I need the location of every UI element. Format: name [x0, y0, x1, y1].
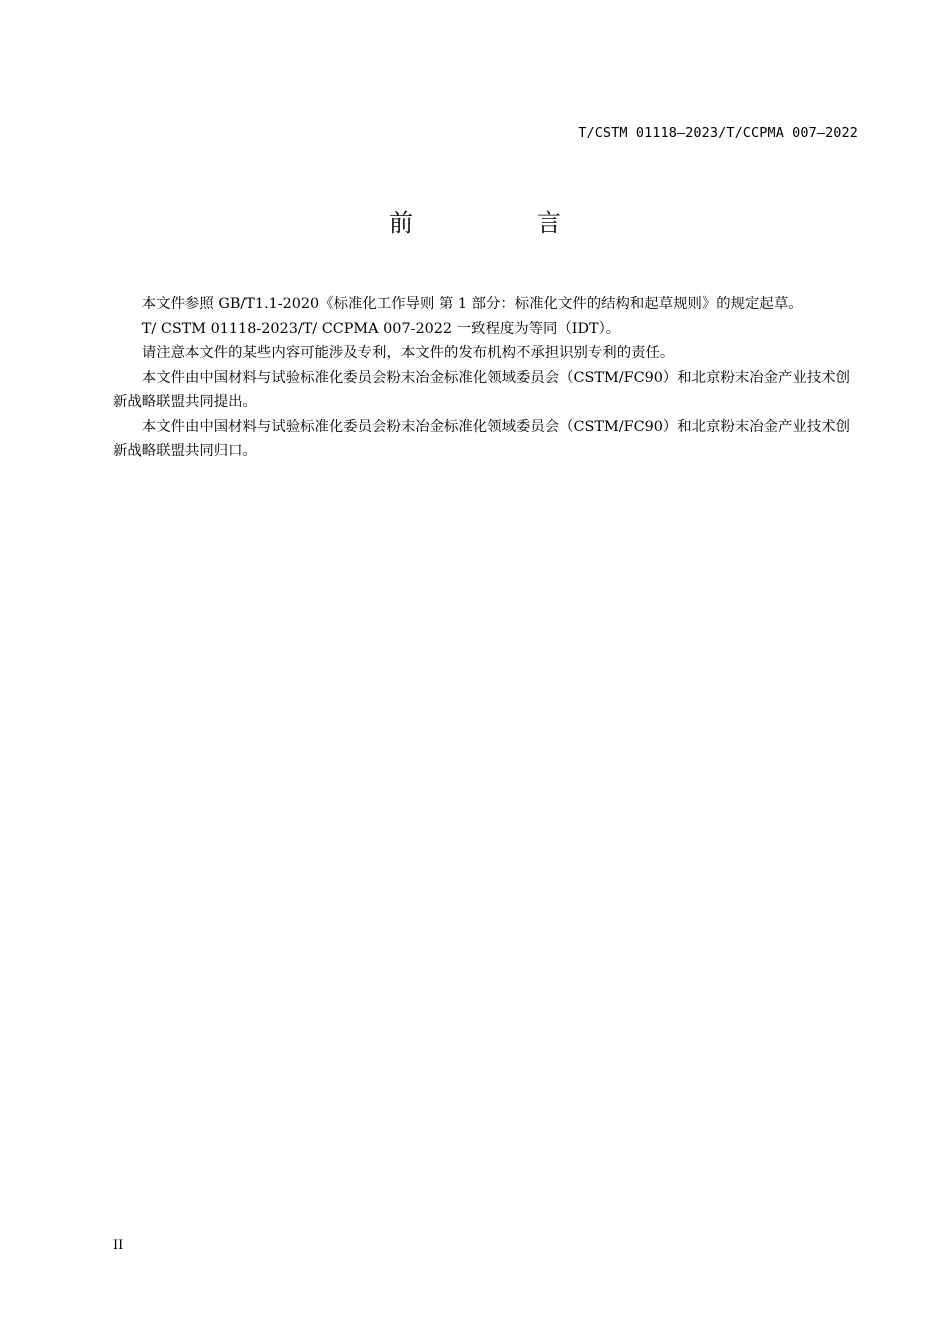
paragraph-drafting-basis: 本文件参照 GB/T1.1-2020《标准化工作导则 第 1 部分：标准化文件的结构和起草规则》的规定起草。	[141, 296, 803, 312]
paragraph-proposed-by: 本文件由中国材料与试验标准化委员会粉末冶金标准化领域委员会（CSTM/FC90）和北京粉末冶金产业技术创新战略联盟共同提出。	[113, 369, 850, 410]
page-title: 前 言	[389, 209, 611, 237]
page-number: II	[113, 1238, 124, 1253]
paragraph-consistency: T/ CSTM 01118-2023/T/ CCPMA 007-2022 一致程度为等同（IDT）。	[141, 320, 621, 337]
paragraph-managed-by: 本文件由中国材料与试验标准化委员会粉末冶金标准化领域委员会（CSTM/FC90）和北京粉末冶金产业技术创新战略联盟共同归口。	[113, 418, 850, 459]
foreword-body	[113, 292, 850, 464]
standard-code-header: T/CSTM 01118—2023/T/CCPMA 007—2022	[578, 125, 858, 141]
paragraph-patent-notice: 请注意本文件的某些内容可能涉及专利，本文件的发布机构不承担识别专利的责任。	[141, 345, 675, 361]
